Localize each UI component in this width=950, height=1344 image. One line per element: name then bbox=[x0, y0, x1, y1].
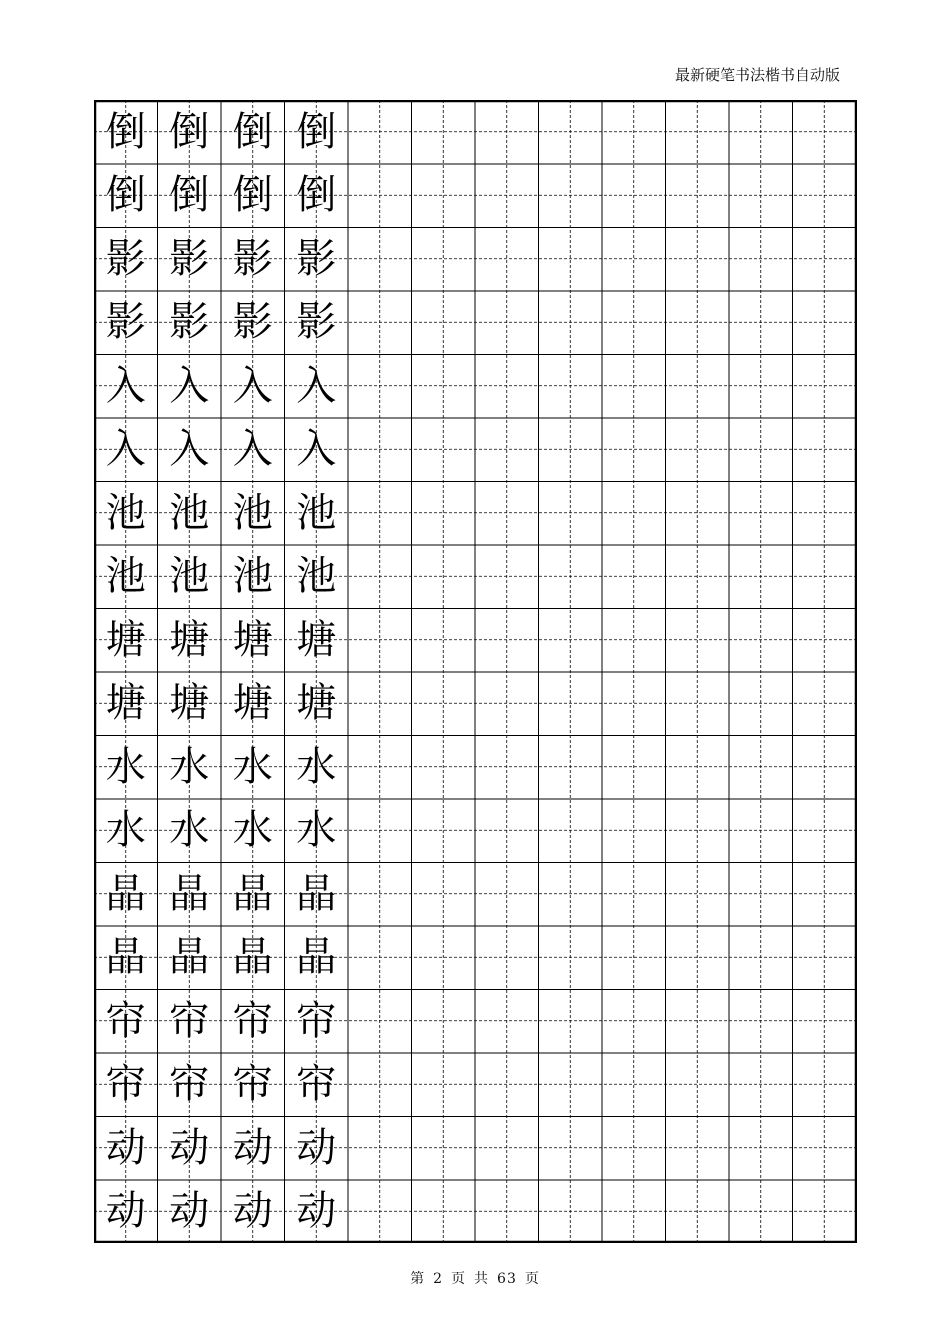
practice-character: 入 bbox=[296, 426, 337, 473]
practice-character: 入 bbox=[169, 426, 210, 473]
footer-total-unit: 页 bbox=[524, 1271, 540, 1287]
practice-character: 池 bbox=[232, 553, 273, 600]
practice-character: 影 bbox=[296, 299, 337, 346]
practice-row bbox=[94, 291, 857, 355]
practice-character: 水 bbox=[296, 743, 337, 790]
practice-character: 水 bbox=[105, 743, 146, 790]
practice-character: 帘 bbox=[105, 1061, 146, 1108]
practice-character: 动 bbox=[169, 1124, 210, 1171]
character-rows bbox=[94, 100, 857, 1243]
practice-character: 倒 bbox=[169, 108, 210, 155]
practice-character: 动 bbox=[169, 1188, 210, 1235]
footer-total-pages: 63 bbox=[497, 1271, 517, 1287]
practice-character: 池 bbox=[232, 489, 273, 536]
practice-character: 影 bbox=[296, 235, 337, 282]
practice-character: 晶 bbox=[296, 870, 337, 917]
practice-character: 动 bbox=[296, 1124, 337, 1171]
practice-character: 帘 bbox=[169, 1061, 210, 1108]
practice-character: 入 bbox=[232, 426, 273, 473]
practice-character: 水 bbox=[169, 743, 210, 790]
practice-character: 倒 bbox=[232, 172, 273, 219]
practice-character: 塘 bbox=[296, 680, 337, 727]
practice-row bbox=[94, 1180, 857, 1244]
practice-row bbox=[94, 481, 857, 545]
practice-character: 塘 bbox=[232, 616, 273, 663]
practice-character: 塘 bbox=[232, 680, 273, 727]
practice-character: 倒 bbox=[296, 108, 337, 155]
practice-character: 池 bbox=[169, 553, 210, 600]
practice-character: 入 bbox=[232, 362, 273, 409]
practice-character: 水 bbox=[232, 743, 273, 790]
practice-character: 影 bbox=[232, 299, 273, 346]
practice-character: 水 bbox=[169, 807, 210, 854]
practice-row bbox=[94, 672, 857, 736]
footer-total-prefix: 共 bbox=[474, 1271, 490, 1287]
practice-character: 水 bbox=[105, 807, 146, 854]
practice-character: 影 bbox=[105, 235, 146, 282]
practice-row bbox=[94, 926, 857, 990]
practice-row bbox=[94, 100, 857, 164]
footer-page-number: 2 bbox=[433, 1271, 444, 1287]
practice-character: 倒 bbox=[105, 108, 146, 155]
practice-character: 池 bbox=[169, 489, 210, 536]
practice-character: 塘 bbox=[105, 616, 146, 663]
practice-character: 池 bbox=[105, 489, 146, 536]
practice-character: 入 bbox=[105, 426, 146, 473]
practice-character: 影 bbox=[169, 235, 210, 282]
practice-character: 入 bbox=[296, 362, 337, 409]
practice-row bbox=[94, 989, 857, 1053]
practice-character: 塘 bbox=[169, 616, 210, 663]
header-title: 最新硬笔书法楷书自动版 bbox=[674, 66, 840, 84]
practice-character: 晶 bbox=[169, 870, 210, 917]
practice-character: 倒 bbox=[232, 108, 273, 155]
practice-character: 入 bbox=[169, 362, 210, 409]
practice-character: 动 bbox=[296, 1188, 337, 1235]
practice-row bbox=[94, 1053, 857, 1117]
practice-row bbox=[94, 545, 857, 609]
practice-character: 动 bbox=[105, 1188, 146, 1235]
page-footer bbox=[0, 1268, 950, 1288]
practice-character: 晶 bbox=[232, 870, 273, 917]
practice-character: 晶 bbox=[105, 870, 146, 917]
practice-row bbox=[94, 608, 857, 672]
practice-row bbox=[94, 862, 857, 926]
practice-character: 帘 bbox=[169, 997, 210, 1044]
practice-row bbox=[94, 227, 857, 291]
practice-character: 帘 bbox=[296, 1061, 337, 1108]
practice-character: 水 bbox=[296, 807, 337, 854]
practice-character: 倒 bbox=[169, 172, 210, 219]
practice-row bbox=[94, 354, 857, 418]
practice-row bbox=[94, 418, 857, 482]
practice-character: 池 bbox=[105, 553, 146, 600]
practice-character: 塘 bbox=[105, 680, 146, 727]
practice-character: 水 bbox=[232, 807, 273, 854]
practice-character: 晶 bbox=[169, 934, 210, 981]
practice-grid bbox=[94, 100, 857, 1243]
practice-row bbox=[94, 735, 857, 799]
practice-character: 倒 bbox=[296, 172, 337, 219]
practice-character: 帘 bbox=[105, 997, 146, 1044]
practice-character: 晶 bbox=[296, 934, 337, 981]
footer-page-unit: 页 bbox=[451, 1271, 467, 1287]
practice-row bbox=[94, 164, 857, 228]
practice-character: 影 bbox=[105, 299, 146, 346]
practice-character: 影 bbox=[169, 299, 210, 346]
practice-character: 晶 bbox=[232, 934, 273, 981]
practice-character: 动 bbox=[105, 1124, 146, 1171]
practice-row bbox=[94, 799, 857, 863]
practice-character: 池 bbox=[296, 553, 337, 600]
practice-character: 帘 bbox=[232, 1061, 273, 1108]
practice-character: 影 bbox=[232, 235, 273, 282]
practice-character: 动 bbox=[232, 1124, 273, 1171]
practice-character: 塘 bbox=[296, 616, 337, 663]
footer-prefix: 第 bbox=[410, 1271, 426, 1287]
practice-character: 倒 bbox=[105, 172, 146, 219]
practice-character: 塘 bbox=[169, 680, 210, 727]
practice-character: 入 bbox=[105, 362, 146, 409]
practice-row bbox=[94, 1116, 857, 1180]
practice-character: 帘 bbox=[296, 997, 337, 1044]
practice-character: 晶 bbox=[105, 934, 146, 981]
practice-character: 动 bbox=[232, 1188, 273, 1235]
practice-character: 帘 bbox=[232, 997, 273, 1044]
practice-character: 池 bbox=[296, 489, 337, 536]
